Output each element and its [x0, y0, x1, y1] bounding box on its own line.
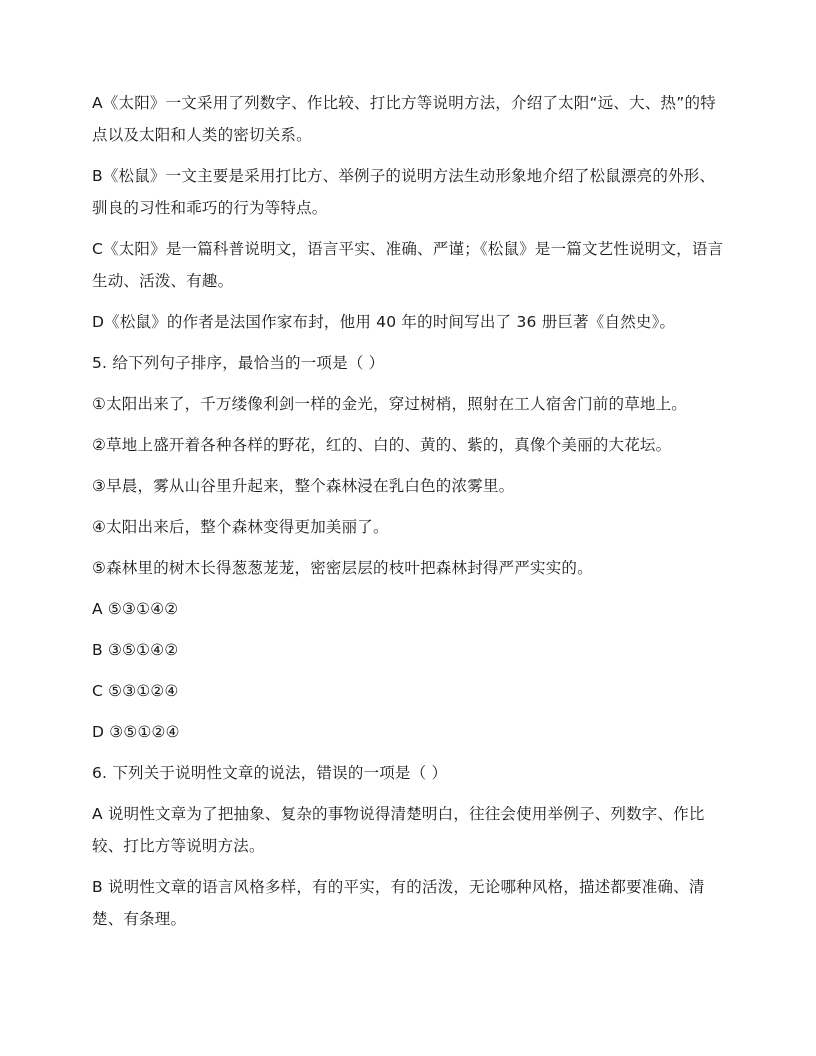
q4-option-b: B《松鼠》一文主要是采用打比方、举例子的说明方法生动形象地介绍了松鼠漂亮的外形、驯良的习性和乖巧的行为等特点。	[92, 167, 716, 217]
q5-option-b: B ③⑤①④②	[92, 641, 179, 659]
document-page	[92, 87, 728, 944]
q5-option-a: A ⑤③①④②	[92, 600, 179, 618]
q4-option-a: A《太阳》一文采用了列数字、作比较、打比方等说明方法，介绍了太阳“远、大、热”的特点以及太阳和人类的密切关系。	[92, 94, 716, 144]
q5-option-c: C ⑤③①②④	[92, 682, 179, 700]
q5-sentence-3: ③早晨，雾从山谷里升起来，整个森林浸在乳白色的浓雾里。	[92, 477, 515, 495]
q5-option-d: D ③⑤①②④	[92, 723, 180, 741]
q5-sentence-1: ①太阳出来了，千万缕像利剑一样的金光，穿过树梢，照射在工人宿舍门前的草地上。	[92, 395, 687, 413]
q5-sentence-4: ④太阳出来后，整个森林变得更加美丽了。	[92, 518, 389, 536]
q5-sentence-5: ⑤森林里的树木长得葱葱茏茏，密密层层的枝叶把森林封得严严实实的。	[92, 559, 593, 577]
q6-option-a: A 说明性文章为了把抽象、复杂的事物说得清楚明白，往往会使用举例子、列数字、作比较、打比方等说明方法。	[92, 805, 705, 855]
q5-sentence-2: ②草地上盛开着各种各样的野花，红的、白的、黄的、紫的，真像个美丽的大花坛。	[92, 436, 672, 454]
q6-option-b: B 说明性文章的语言风格多样，有的平实，有的活泼，无论哪种风格，描述都要准确、清楚、有条理。	[92, 878, 705, 928]
q4-option-c: C《太阳》是一篇科普说明文，语言平实、准确、严谨；《松鼠》是一篇文艺性说明文，语言生动、活泼、有趣。	[92, 240, 724, 290]
q4-option-d: D《松鼠》的作者是法国作家布封，他用 40 年的时间写出了 36 册巨著《自然史》。	[92, 313, 676, 331]
q5-question: 5. 给下列句子排序，最恰当的一项是（ ）	[92, 354, 385, 372]
q6-question: 6. 下列关于说明性文章的说法，错误的一项是（ ）	[92, 764, 448, 782]
